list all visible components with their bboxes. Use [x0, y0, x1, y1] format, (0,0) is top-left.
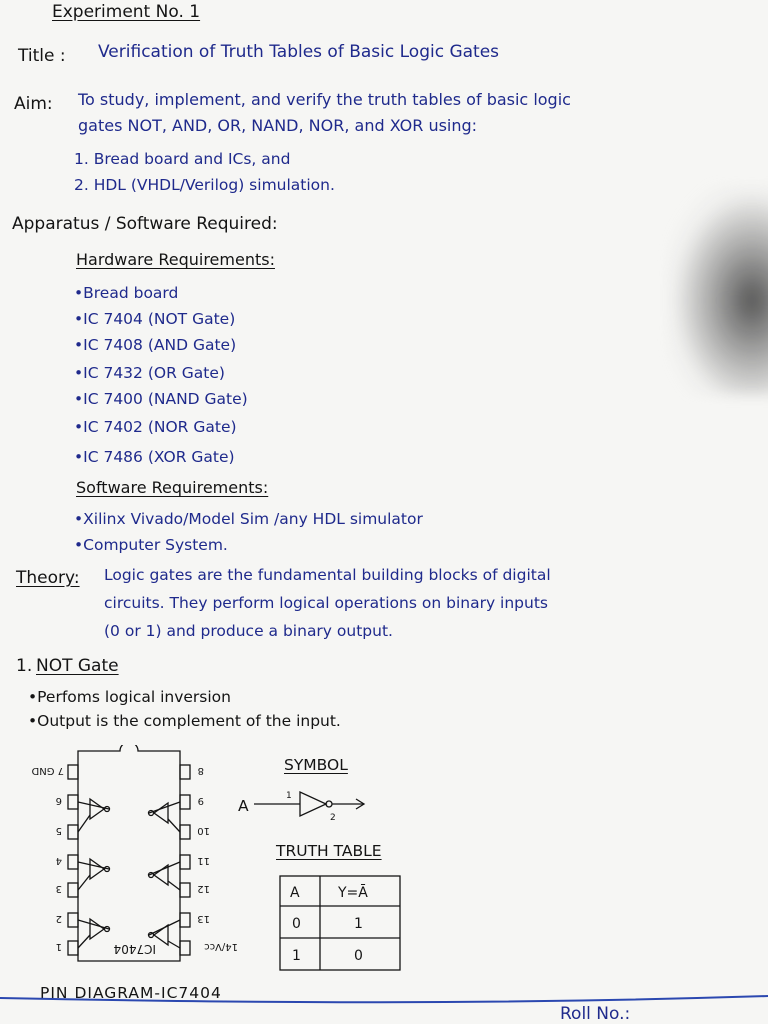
truth-table-cell: 0	[292, 916, 301, 932]
not-gate-number: 1.	[16, 656, 33, 676]
hardware-item: •IC 7408 (AND Gate)	[74, 336, 237, 354]
pin-label: 3	[55, 883, 62, 894]
ic-body	[78, 745, 180, 961]
title-text: Verification of Truth Tables of Basic Logic Gates	[98, 42, 500, 62]
hardware-heading: Hardware Requirements:	[76, 250, 275, 269]
ic-pins-right	[68, 765, 78, 955]
software-heading: Software Requirements:	[76, 478, 269, 497]
apparatus-heading: Apparatus / Software Required:	[12, 214, 278, 234]
aim-item-2: 2. HDL (VHDL/Verilog) simulation.	[74, 176, 335, 194]
truth-table-label: TRUTH TABLE	[276, 842, 382, 860]
theory-label: Theory:	[16, 568, 80, 588]
not-gate-symbol	[250, 786, 380, 826]
pin-label: 12	[197, 883, 210, 894]
software-item: •Computer System.	[74, 536, 228, 554]
pin-label: 8	[197, 765, 204, 776]
not-gate-bullet: •Output is the complement of the input.	[28, 712, 341, 730]
software-item: •Xilinx Vivado/Model Sim /any HDL simulator	[74, 510, 423, 528]
pin-diagram-caption: PIN DIAGRAM-IC7404	[40, 984, 222, 1002]
pin-label: 14/Vcc	[204, 941, 238, 952]
hardware-item: •IC 7432 (OR Gate)	[74, 364, 225, 382]
symbol-pin-in: 1	[286, 791, 292, 801]
pin-label: 6	[55, 795, 62, 806]
experiment-heading: Experiment No. 1	[52, 2, 201, 22]
pin-label: 2	[55, 913, 62, 924]
symbol-input-label: A	[238, 797, 249, 815]
pin-label: 11	[197, 855, 210, 866]
symbol-pin-out: 2	[330, 813, 336, 823]
inverter-gate-icons	[78, 799, 180, 948]
not-gate-heading: NOT Gate	[36, 656, 119, 676]
hardware-item: •IC 7404 (NOT Gate)	[74, 310, 236, 328]
hardware-item: •IC 7486 (XOR Gate)	[74, 448, 235, 466]
ic-name-label: IC7404	[113, 942, 156, 956]
page-bottom-border	[0, 990, 768, 1024]
not-gate-bullet: •Perfoms logical inversion	[28, 688, 231, 706]
aim-line-1: To study, implement, and verify the truth tables of basic logic	[78, 90, 571, 109]
pin-label: 1	[55, 941, 62, 952]
ic-pins-left	[180, 765, 190, 955]
pin-label: 9	[197, 795, 204, 806]
truth-table-header: Y=Ā	[338, 885, 368, 901]
aim-label: Aim:	[14, 94, 53, 114]
pin-label: 13	[197, 913, 210, 924]
symbol-label: SYMBOL	[284, 756, 348, 774]
hardware-item: •Bread board	[74, 284, 179, 302]
page-shadow	[668, 185, 768, 395]
title-label: Title :	[18, 46, 66, 66]
aim-item-1: 1. Bread board and ICs, and	[74, 150, 291, 168]
aim-line-2: gates NOT, AND, OR, NAND, NOR, and XOR using:	[78, 116, 478, 135]
ic7404-pin-diagram	[0, 745, 240, 970]
pin-label: 5	[55, 825, 62, 836]
truth-table	[278, 874, 404, 974]
truth-table-header: A	[290, 885, 300, 901]
truth-table-cell: 0	[354, 948, 363, 964]
truth-table-cell: 1	[354, 916, 363, 932]
pin-label: 7 GND	[31, 765, 64, 776]
truth-table-cell: 1	[292, 948, 301, 964]
pin-label: 4	[55, 855, 62, 866]
roll-no-label: Roll No.:	[560, 1004, 631, 1024]
theory-line-3: (0 or 1) and produce a binary output.	[104, 622, 393, 640]
hardware-item: •IC 7402 (NOR Gate)	[74, 418, 237, 436]
theory-line-2: circuits. They perform logical operations on binary inputs	[104, 594, 548, 612]
hardware-item: •IC 7400 (NAND Gate)	[74, 390, 248, 408]
theory-line-1: Logic gates are the fundamental building blocks of digital	[104, 566, 551, 584]
pin-label: 10	[197, 825, 210, 836]
